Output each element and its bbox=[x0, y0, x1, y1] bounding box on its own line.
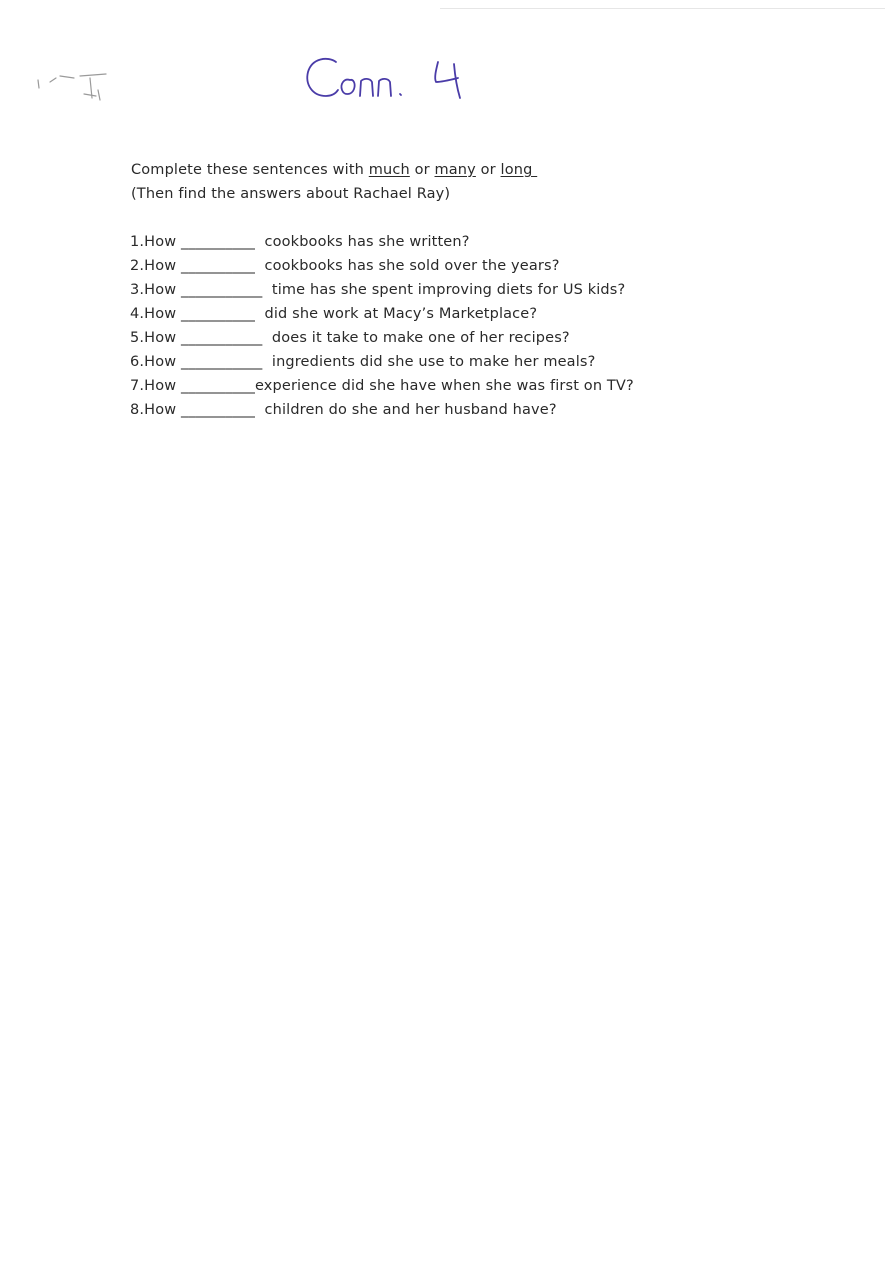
instructions-line-2: (Then find the answers about Rachael Ray) bbox=[131, 186, 451, 202]
handwritten-title-drawing bbox=[300, 48, 480, 108]
instructions-line-1 bbox=[131, 158, 537, 182]
question-item: 2.How __________ cookbooks has she sold over the years? bbox=[130, 258, 560, 274]
question-list bbox=[130, 230, 634, 422]
instructions-prefix: Complete these sentences with bbox=[131, 162, 369, 178]
handwritten-title bbox=[300, 48, 480, 108]
question-item: 6.How ___________ ingredients did she use to make her meals? bbox=[130, 354, 596, 370]
question-item: 7.How __________experience did she have when she was first on TV? bbox=[130, 378, 634, 394]
option-many: many bbox=[434, 162, 476, 178]
question-item: 8.How __________ children do she and her husband have? bbox=[130, 402, 557, 418]
question-item: 5.How ___________ does it take to make one of her recipes? bbox=[130, 330, 570, 346]
question-item: 4.How __________ did she work at Macy’s Marketplace? bbox=[130, 306, 538, 322]
instructions-or-2: or bbox=[475, 162, 501, 178]
instructions bbox=[131, 158, 537, 206]
instructions-or-1: or bbox=[409, 162, 435, 178]
scan-smudge-mark bbox=[34, 64, 114, 104]
scan-edge-line bbox=[440, 8, 885, 9]
option-long: long bbox=[500, 162, 538, 178]
question-item: 3.How ___________ time has she spent improving diets for US kids? bbox=[130, 282, 626, 298]
option-much: much bbox=[368, 162, 410, 178]
question-item: 1.How __________ cookbooks has she written? bbox=[130, 234, 470, 250]
